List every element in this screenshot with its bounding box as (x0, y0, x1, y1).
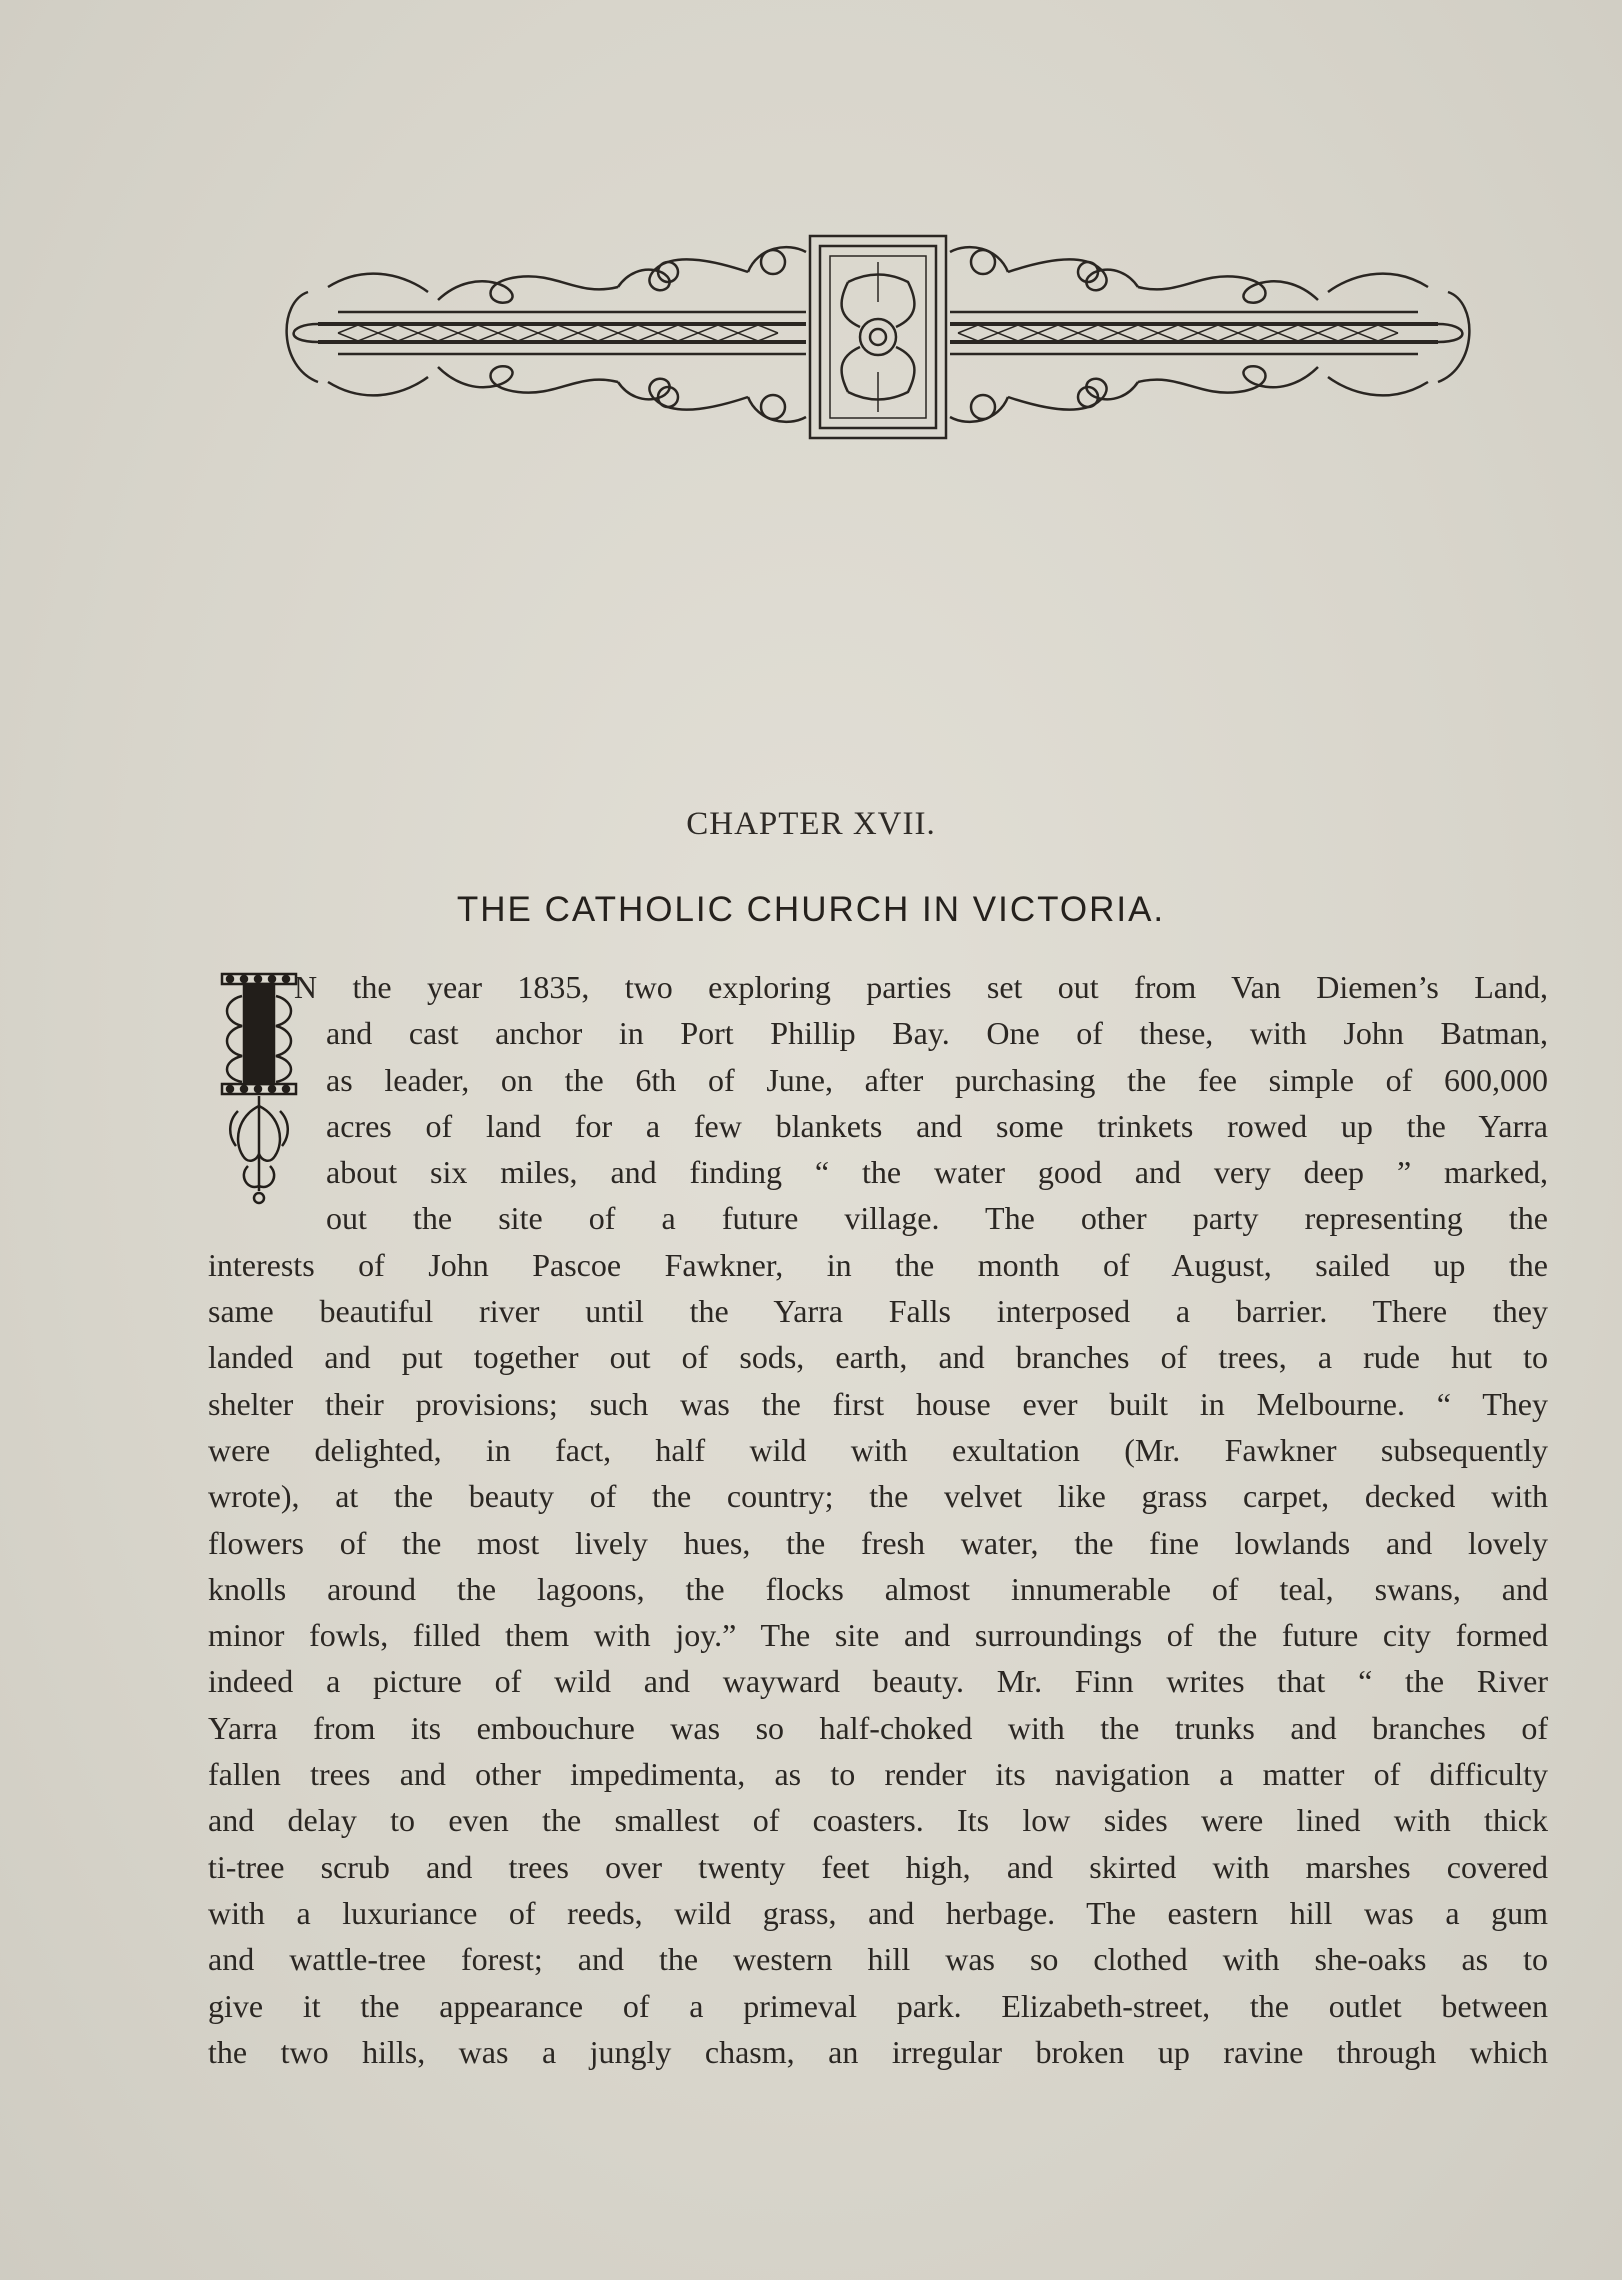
text-line-18: fallen trees and other impedimenta, as to render its navigation a matter of difficulty (208, 1756, 1548, 1793)
text-line-15: minor fowls, filled them with joy.” The site and surroundings of the future city formed (208, 1617, 1548, 1654)
chapter-number: CHAPTER XVII. (686, 806, 936, 842)
text-line-11: were delighted, in fact, half wild with exultation (Mr. Fawkner subsequently (208, 1431, 1548, 1468)
text-line-19: and delay to even the smallest of coasters. Its low sides were lined with thick (208, 1802, 1548, 1839)
text-line-7: interests of John Pascoe Fawkner, in the month of August, sailed up the (208, 1246, 1548, 1283)
chapter-title: THE CATHOLIC CHURCH IN VICTORIA. (456, 890, 1166, 929)
text-line-5: about six miles, and finding “ the water good and very deep ” marked, (326, 1154, 1548, 1191)
text-line-10: shelter their provisions; such was the first house ever built in Melbourne. “ They (208, 1385, 1548, 1422)
text-line-22: and wattle-tree forest; and the western hill was so clothed with she-oaks as to (208, 1941, 1548, 1978)
text-line-6: out the site of a future village. The other party representing the (326, 1200, 1548, 1237)
text-line-24: the two hills, was a jungly chasm, an irregular broken up ravine through which (208, 2033, 1548, 2070)
text-line-12: wrote), at the beauty of the country; the velvet like grass carpet, decked with (208, 1478, 1548, 1515)
chapter-body (208, 964, 1548, 2075)
text-line-1: N the year 1835, two exploring parties set out from Van Diemen’s Land, (294, 969, 1548, 1005)
text-line-14: knolls around the lagoons, the flocks almost innumerable of teal, swans, and (208, 1570, 1548, 1607)
text-line-2: and cast anchor in Port Phillip Bay. One of these, with John Batman, (326, 1015, 1548, 1052)
text-line-3: as leader, on the 6th of June, after purchasing the fee simple of 600,000 (326, 1061, 1548, 1098)
text-line-16: indeed a picture of wild and wayward beauty. Mr. Finn writes that “ the River (208, 1663, 1548, 1700)
text-line-13: flowers of the most lively hues, the fresh water, the fine lowlands and lovely (208, 1524, 1548, 1561)
text-line-20: ti-tree scrub and trees over twenty feet high, and skirted with marshes covered (208, 1848, 1548, 1885)
text-line-8: same beautiful river until the Yarra Falls interposed a barrier. There they (208, 1293, 1548, 1330)
text-line-9: landed and put together out of sods, earth, and branches of trees, a rude hut to (208, 1339, 1548, 1376)
text-line-4: acres of land for a few blankets and some trinkets rowed up the Yarra (326, 1107, 1548, 1144)
text-line-21: with a luxuriance of reeds, wild grass, and herbage. The eastern hill was a gum (208, 1894, 1548, 1931)
text-line-17: Yarra from its embouchure was so half-choked with the trunks and branches of (208, 1709, 1548, 1746)
text-line-23: give it the appearance of a primeval park. Elizabeth-street, the outlet between (208, 1987, 1548, 2024)
ornamental-headpiece (278, 232, 1478, 442)
